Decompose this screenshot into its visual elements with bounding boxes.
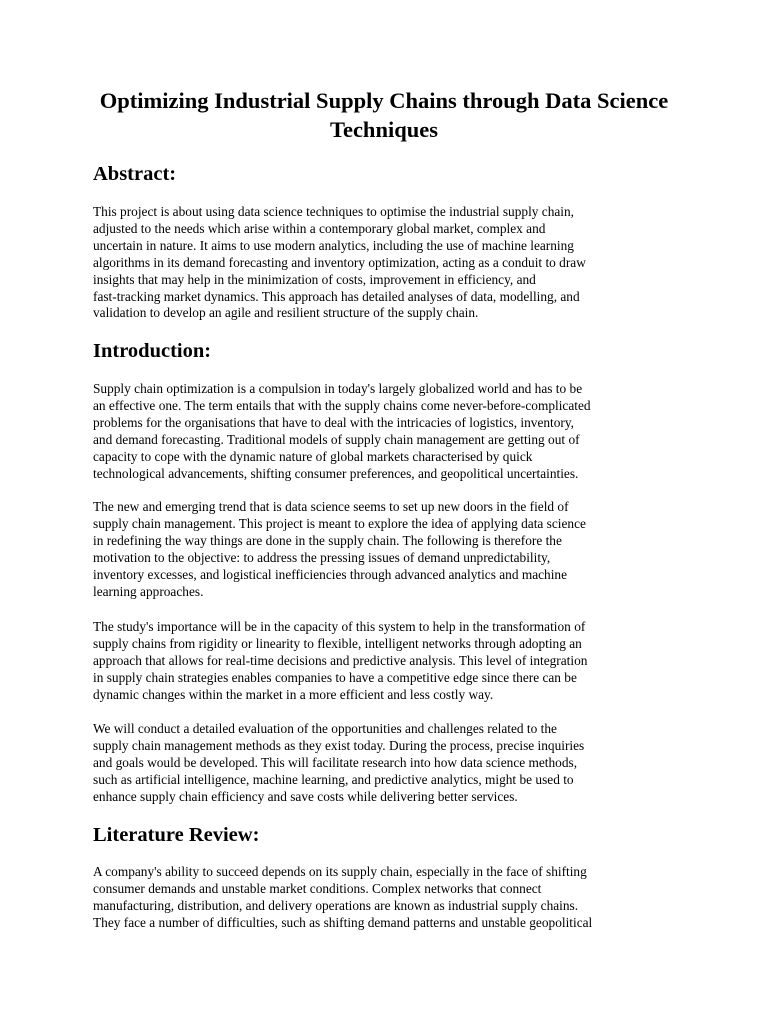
text-line: capacity to cope with the dynamic nature of global markets characterised by quick <box>93 448 533 464</box>
text-line: learning approaches. <box>93 583 204 599</box>
literature-review-paragraph <box>93 864 592 932</box>
text-line: and demand forecasting. Traditional models of supply chain management are getting out of <box>93 431 580 447</box>
text-line: algorithms in its demand forecasting and inventory optimization, acting as a conduit to draw <box>93 254 586 270</box>
text-line: supply chain management. This project is meant to explore the idea of applying data science <box>93 515 586 531</box>
text-line: problems for the organisations that have to deal with the intricacies of logistics, inventory, <box>93 414 574 430</box>
text-line: supply chains from rigidity or linearity to flexible, intelligent networks through adopting an <box>93 635 582 651</box>
text-line: fast-tracking market dynamics. This approach has detailed analyses of data, modelling, and <box>93 288 580 304</box>
text-line: They face a number of difficulties, such as shifting demand patterns and unstable geopolitical <box>93 914 593 930</box>
introduction-paragraph-3 <box>93 619 587 704</box>
abstract-paragraph <box>93 204 586 322</box>
text-line: inventory excesses, and logistical inefficiencies through advanced analytics and machine <box>93 566 568 582</box>
section-heading-introduction: Introduction: <box>93 340 212 362</box>
text-line: A company's ability to succeed depends on its supply chain, especially in the face of shifting <box>93 864 587 879</box>
text-line: such as artificial intelligence, machine learning, and predictive analytics, might be used to <box>93 771 574 787</box>
text-line: consumer demands and unstable market conditions. Complex networks that connect <box>93 880 542 896</box>
text-line: supply chain management methods as they exist today. During the process, precise inquiries <box>93 737 585 753</box>
introduction-paragraph-1 <box>93 381 591 482</box>
text-line: and goals would be developed. This will facilitate research into how data science methods, <box>93 754 578 770</box>
text-line: Supply chain optimization is a compulsion in today's largely globalized world and has to be <box>93 381 583 396</box>
text-line: This project is about using data science techniques to optimise the industrial supply chain, <box>93 204 575 219</box>
text-line: motivation to the objective: to address the pressing issues of demand unpredictability, <box>93 549 551 565</box>
text-line: technological advancements, shifting consumer preferences, and geopolitical uncertainties. <box>93 465 579 481</box>
text-line: validation to develop an agile and resilient structure of the supply chain. <box>93 305 479 321</box>
text-line: The study's importance will be in the capacity of this system to help in the transformation of <box>93 619 586 634</box>
document-title: Optimizing Industrial Supply Chains through Data Science Techniques <box>99 88 669 142</box>
text-line: adjusted to the needs which arise within a contemporary global market, complex and <box>93 220 546 236</box>
text-line: insights that may help in the minimization of costs, improvement in efficiency, and <box>93 271 536 287</box>
section-heading-literature-review: Literature Review: <box>93 824 260 846</box>
section-heading-abstract: Abstract: <box>93 163 177 185</box>
text-line: uncertain in nature. It aims to use modern analytics, including the use of machine learning <box>93 237 574 253</box>
text-line: The new and emerging trend that is data science seems to set up new doors in the field of <box>93 499 569 514</box>
text-line: manufacturing, distribution, and delivery operations are known as industrial supply chains. <box>93 897 579 913</box>
text-line: in redefining the way things are done in the supply chain. The following is therefore the <box>93 532 562 548</box>
text-line: We will conduct a detailed evaluation of the opportunities and challenges related to the <box>93 721 557 736</box>
introduction-paragraph-2 <box>93 499 586 600</box>
text-line: an effective one. The term entails that with the supply chains come never-before-complicated <box>93 397 591 413</box>
text-line: dynamic changes within the market in a more efficient and less costly way. <box>93 686 494 702</box>
text-line: enhance supply chain efficiency and save costs while delivering better services. <box>93 788 518 804</box>
text-line: in supply chain strategies enables companies to have a competitive edge since there can be <box>93 669 577 685</box>
text-line: approach that allows for real-time decisions and predictive analysis. This level of integration <box>93 652 588 668</box>
introduction-paragraph-4 <box>93 721 584 806</box>
